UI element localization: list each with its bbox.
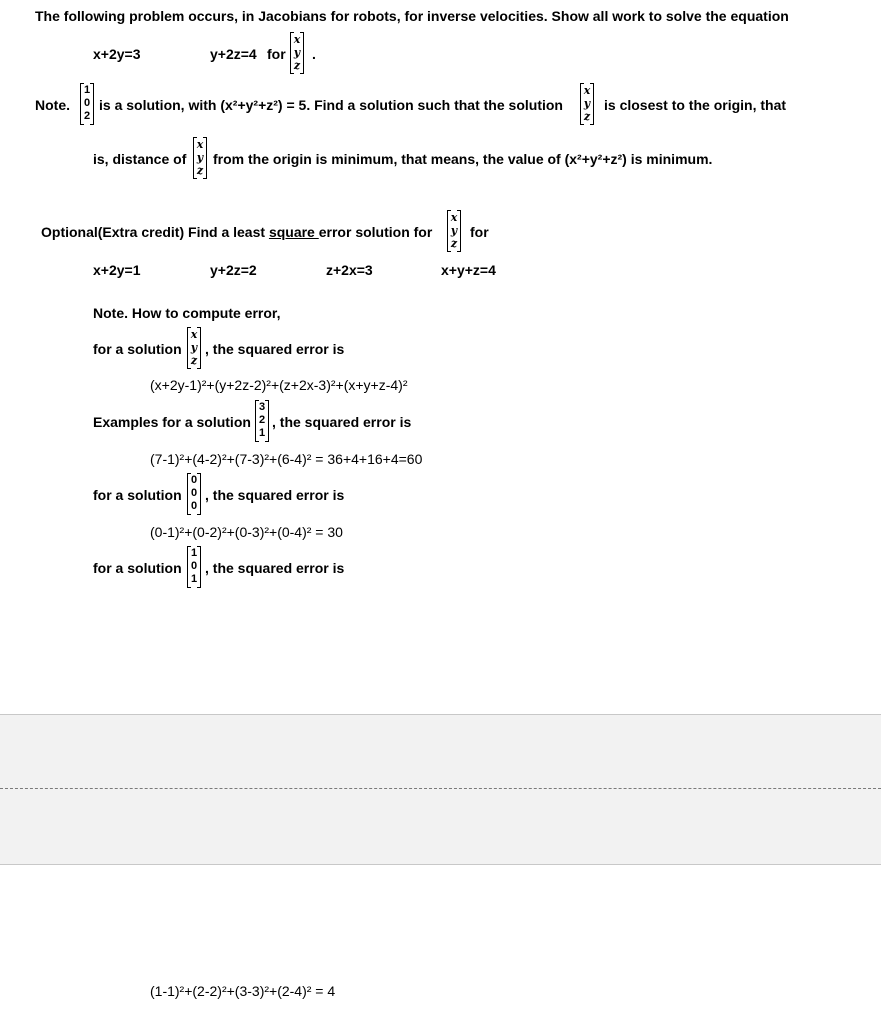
vector-102: [80, 83, 94, 125]
vector-cell: 0: [190, 500, 198, 512]
page-break-line: [0, 788, 881, 789]
squared-error-label: , the squared error is: [205, 341, 345, 357]
for-a-solution-label: for a solution: [93, 487, 182, 503]
vector-cell: z: [583, 110, 591, 123]
page-break-band: [0, 714, 881, 865]
vector-cell: 0: [190, 474, 198, 486]
vector-cell: 1: [83, 84, 91, 96]
vector-cell: x: [293, 33, 301, 46]
note-text-a: is a solution, with (x²+y²+z²) = 5. Find a solution such that the solution: [99, 97, 563, 113]
equation-2: y+2z=4: [210, 46, 257, 62]
general-error-formula: (x+2y-1)²+(y+2z-2)²+(z+2x-3)²+(x+y+z-4)²: [150, 377, 408, 393]
for-a-solution-label: for a solution: [93, 341, 182, 357]
optional-equation: x+2y=1: [93, 262, 141, 278]
vector-cell: z: [293, 59, 301, 72]
optional-text: [41, 224, 432, 240]
vector-cell: x: [450, 211, 458, 224]
examples-label: Examples for a solution: [93, 414, 251, 430]
squared-error-label: , the squared error is: [272, 414, 412, 430]
problem-intro: The following problem occurs, in Jacobians for robots, for inverse velocities. Show all work to solve the equation: [35, 8, 789, 24]
example3-calculation: (1-1)²+(2-2)²+(3-3)²+(2-4)² = 4: [150, 983, 336, 999]
vector-cell: x: [190, 328, 198, 341]
note-line2-a: is, distance of: [93, 151, 187, 167]
vector-cell: 0: [83, 97, 91, 109]
vector-cell: 1: [190, 547, 198, 559]
vector-cell: z: [450, 237, 458, 250]
vector-xyz: [290, 32, 304, 74]
vector-cell: 1: [258, 427, 266, 439]
optional-equation: x+y+z=4: [441, 262, 496, 278]
vector-cell: 2: [83, 110, 91, 122]
squared-error-label: , the squared error is: [205, 560, 345, 576]
vector-xyz: [193, 137, 207, 179]
vector-cell: 0: [190, 560, 198, 572]
vector-cell: 3: [258, 401, 266, 413]
optional-text-underlined: square: [268, 224, 319, 240]
vector-xyz: [580, 83, 594, 125]
vector-cell: z: [196, 164, 204, 177]
vector-cell: y: [293, 46, 301, 59]
for-a-solution-label: for a solution: [93, 560, 182, 576]
vector-321: [255, 400, 269, 442]
example1-calculation: (7-1)²+(4-2)²+(7-3)²+(6-4)² = 36+4+16+4=60: [150, 451, 423, 467]
example2-calculation: (0-1)²+(0-2)²+(0-3)²+(0-4)² = 30: [150, 524, 343, 540]
equation-1: x+2y=3: [93, 46, 141, 62]
vector-cell: y: [190, 341, 198, 354]
optional-text-post: error solution for: [318, 224, 433, 240]
squared-error-label: , the squared error is: [205, 487, 345, 503]
note-text-b: is closest to the origin, that: [604, 97, 787, 113]
note-line2-b: from the origin is minimum, that means, the value of (x²+y²+z²) is minimum.: [213, 151, 713, 167]
vector-cell: y: [583, 97, 591, 110]
vector-cell: 1: [190, 573, 198, 585]
optional-text-pre: Optional(Extra credit) Find a least: [41, 224, 269, 240]
vector-xyz: [187, 327, 201, 369]
vector-000: [187, 473, 201, 515]
vector-cell: 0: [190, 487, 198, 499]
vector-cell: x: [196, 138, 204, 151]
vector-cell: y: [450, 224, 458, 237]
optional-equation: y+2z=2: [210, 262, 257, 278]
vector-xyz: [447, 210, 461, 252]
period: .: [312, 46, 316, 62]
note2-heading: Note. How to compute error,: [93, 305, 281, 321]
optional-for-label: for: [470, 224, 489, 240]
vector-cell: x: [583, 84, 591, 97]
for-label: for: [267, 46, 286, 62]
vector-101: [187, 546, 201, 588]
note-label: Note.: [35, 97, 70, 113]
optional-equation: z+2x=3: [326, 262, 373, 278]
vector-cell: y: [196, 151, 204, 164]
vector-cell: 2: [258, 414, 266, 426]
vector-cell: z: [190, 354, 198, 367]
